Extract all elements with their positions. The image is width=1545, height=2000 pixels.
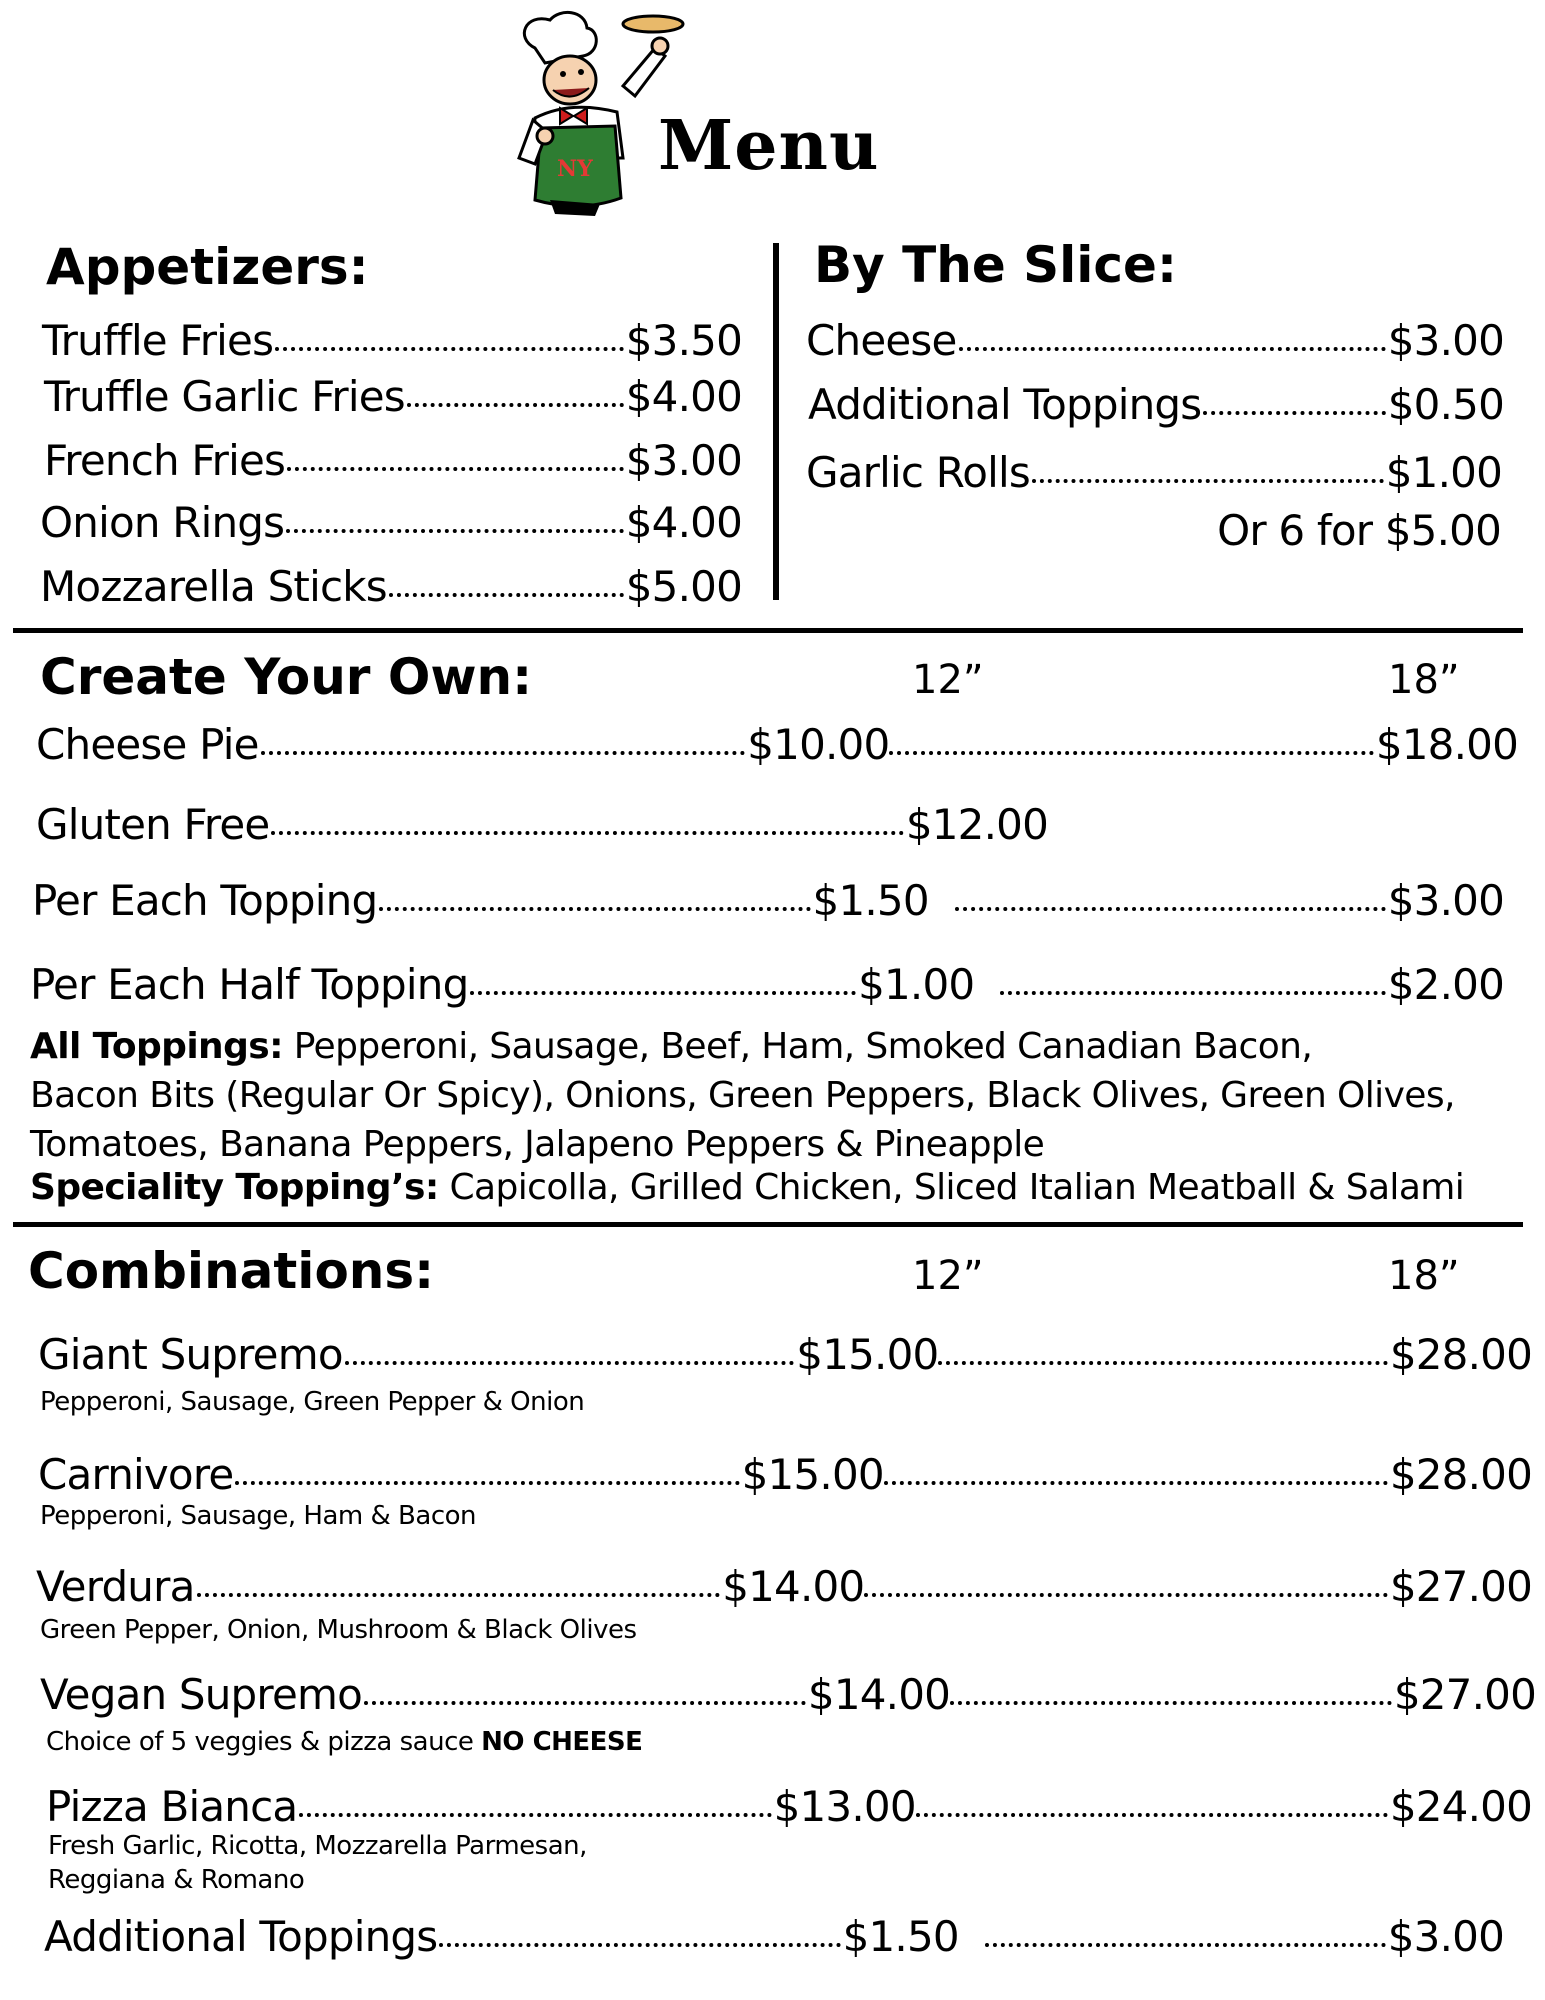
section-divider: [13, 628, 1523, 633]
all-toppings-line: All Toppings: Pepperoni, Sausage, Beef, Ham, Smoked Canadian Bacon,: [30, 1026, 1313, 1067]
toppings-list: [30, 1022, 1530, 1212]
size-12-header: 12”: [912, 1253, 984, 1299]
combination-item: Giant Supremo $15.00 $28.00: [38, 1330, 1532, 1379]
combination-item: Additional Toppings $1.50 $3.00: [44, 1912, 1505, 1961]
all-toppings-line: Bacon Bits (Regular Or Spicy), Onions, Green Peppers, Black Olives, Green Olives,: [30, 1075, 1455, 1116]
combination-item: Vegan Supremo $14.00 $27.00: [40, 1670, 1536, 1719]
speciality-toppings-line: Speciality Topping’s: Capicolla, Grilled Chicken, Sliced Italian Meatball & Salami: [30, 1167, 1465, 1208]
all-toppings-line: Tomatoes, Banana Peppers, Jalapeno Peppers & Pineapple: [30, 1124, 1045, 1165]
combination-description: Choice of 5 veggies & pizza sauce NO CHEESE: [46, 1727, 643, 1757]
combination-description: Fresh Garlic, Ricotta, Mozzarella Parmesan, Reggiana & Romano: [48, 1831, 587, 1895]
create-your-own-title: Create Your Own:: [40, 648, 533, 706]
no-cheese-label: NO CHEESE: [481, 1727, 643, 1757]
svg-text:NY: NY: [557, 156, 593, 182]
create-item: Gluten Free $12.00: [36, 800, 1048, 849]
combination-description: Pepperoni, Sausage, Green Pepper & Onion: [40, 1387, 585, 1417]
by-the-slice-title: By The Slice:: [814, 236, 1177, 294]
size-18-header: 18”: [1388, 1253, 1460, 1299]
size-18-header: 18”: [1388, 657, 1460, 703]
create-item: Per Each Half Topping $1.00 $2.00: [30, 960, 1504, 1009]
appetizer-item: Onion Rings $4.00: [40, 498, 742, 547]
section-divider: [13, 1222, 1523, 1227]
appetizer-item: French Fries $3.00: [44, 436, 742, 485]
combination-item: Verdura $14.00 $27.00: [36, 1562, 1533, 1611]
slice-item: Cheese $3.00: [806, 316, 1504, 365]
combination-description: Pepperoni, Sausage, Ham & Bacon: [40, 1501, 476, 1531]
appetizers-title: Appetizers:: [46, 238, 369, 296]
menu-header: [0, 0, 1545, 220]
slice-item: Garlic Rolls $1.00: [806, 448, 1502, 497]
combination-description: Green Pepper, Onion, Mushroom & Black Olives: [40, 1615, 637, 1645]
combinations-title: Combinations:: [28, 1242, 435, 1300]
create-item: Per Each Topping $1.50 $3.00: [32, 876, 1504, 925]
speciality-label: Speciality Topping’s:: [30, 1167, 439, 1208]
slice-note: Or 6 for $5.00: [1217, 506, 1501, 555]
appetizer-item: Truffle Garlic Fries $4.00: [44, 372, 742, 421]
size-12-header: 12”: [912, 657, 984, 703]
column-divider: [773, 243, 779, 600]
slice-item: Additional Toppings $0.50: [808, 380, 1504, 429]
menu-title: Menu: [658, 106, 880, 186]
appetizer-item: Mozzarella Sticks $5.00: [40, 562, 742, 611]
appetizer-item: Truffle Fries $3.50: [42, 316, 742, 365]
combination-item: Carnivore $15.00 $28.00: [38, 1450, 1532, 1499]
all-toppings-label: All Toppings:: [30, 1026, 283, 1067]
combination-item: Pizza Bianca $13.00 $24.00: [46, 1782, 1532, 1831]
create-item: Cheese Pie $10.00 $18.00: [36, 720, 1519, 769]
